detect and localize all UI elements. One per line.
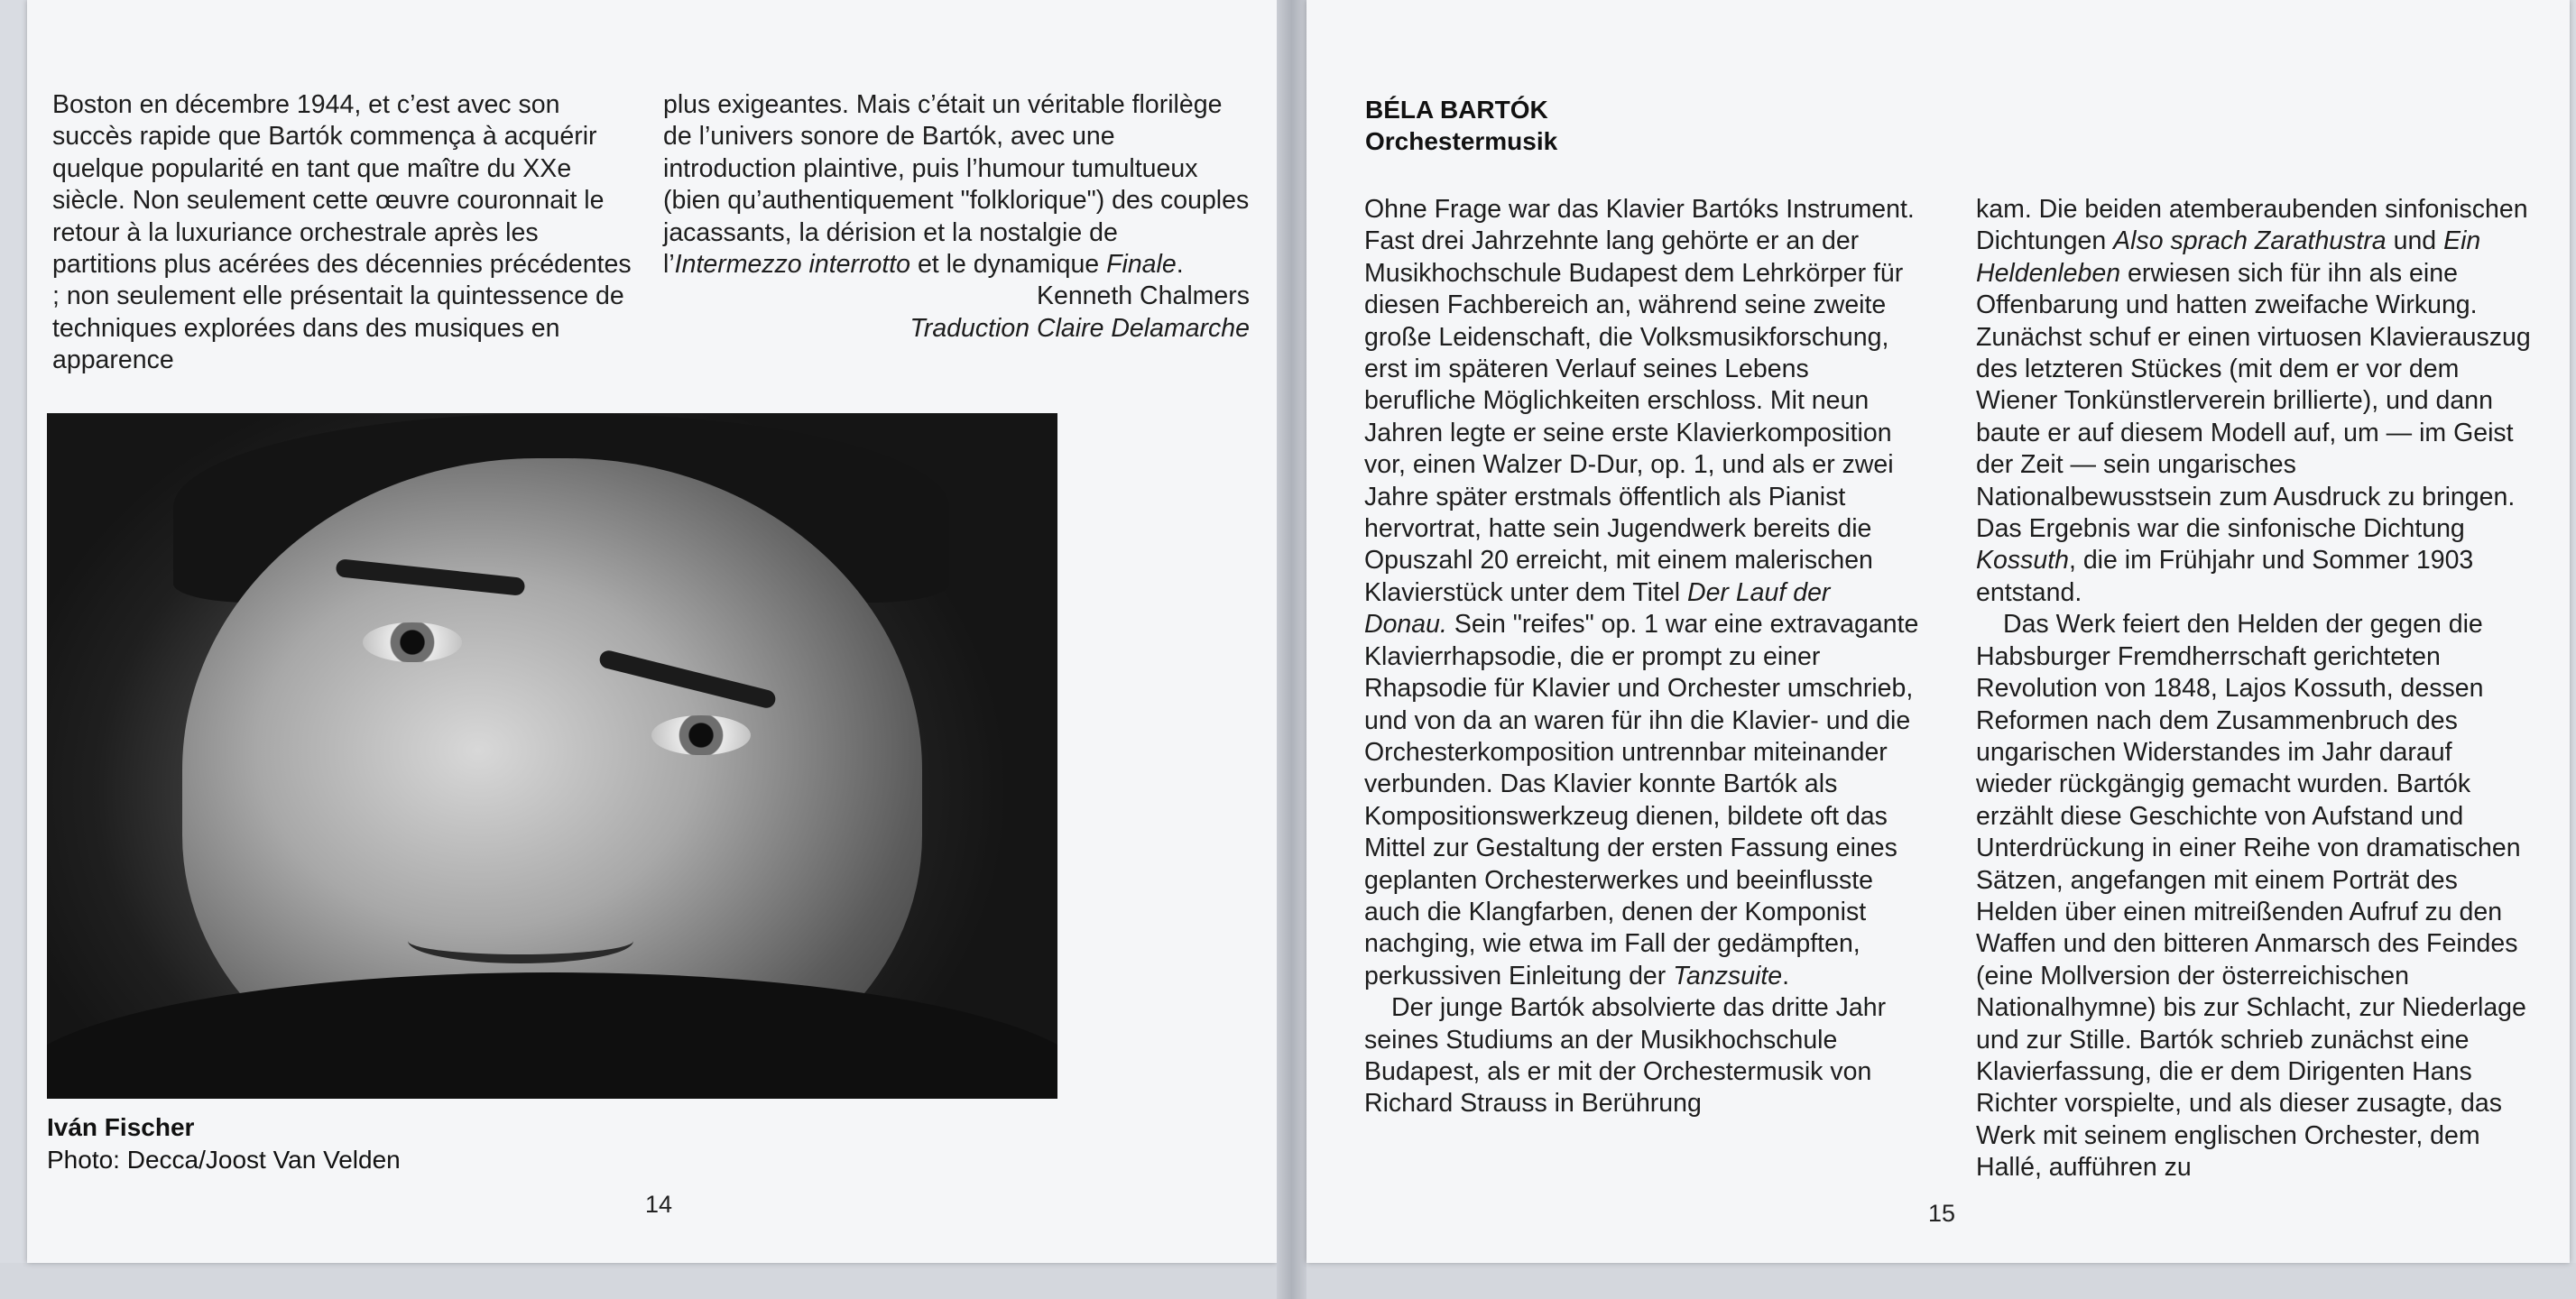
- french-paragraph-1: Boston en décembre 1944, et c’est avec son succès rapide que Bartók commença à acquérir quelque popularité en tant que maître du XXe siècle. Non seulement cette œuvre couronnait le retour à la luxuriance orchestrale après les partitions plus acérées des décennies précédentes ; non seulement elle présentait la quintessence de techniques explorées dans des musiques en apparence: [52, 90, 632, 375]
- german-paragraph-1: [1364, 194, 1920, 992]
- german-paragraph-3: [1976, 194, 2532, 609]
- italic-title: Ein Heldenleben: [1976, 226, 2481, 288]
- italic-title: Tanzsuite: [1673, 961, 1783, 990]
- page-number-right: 15: [1928, 1200, 1956, 1227]
- caption-credit: Photo: Decca/Joost Van Velden: [47, 1146, 401, 1174]
- italic-title: Intermezzo interrotto: [674, 250, 911, 280]
- heading-composer: BÉLA BARTÓK: [1365, 96, 1548, 124]
- photo-shoulder: [47, 972, 1057, 1099]
- translator-name: Traduction Claire Delamarche: [909, 313, 1250, 343]
- text-run: plus exigeantes. Mais c’était un véritable florilège de l’univers sonore de Bartók, avec une introduction plaintive, puis l’humour tumultueux (bien qu’authentiquement "folklorique") des couples jacassants, la dérision et la nostalgie de l’: [663, 90, 1250, 280]
- caption-name: Iván Fischer: [47, 1113, 195, 1141]
- french-text-column-1: [52, 89, 639, 377]
- author-credit: Kenneth Chalmers: [1036, 281, 1250, 311]
- photo-mouth: [408, 918, 633, 963]
- heading-subtitle: Orchestermusik: [1365, 127, 1558, 155]
- text-run: Sein "reifes" op. 1 war eine extravagante Klavierrhapsodie, die er prompt zu einer Rhapsodie für Klavier und Orchester umschrieb, und von da an waren für ihn die Klavier- und die Orchesterkomposition untrennbar miteinander verbunden. Das Klavier konnte Bartók als Kompositionswerkzeug dienen, bildete oft das Mittel zur Gestaltung der ersten Fassung eines geplanten Orchesterwerkes und beeinflusste auch die Klangfarben, denen der Komponist nachging, wie etwa im Fall der gedämpften, perkussiven Einleitung der: [1364, 610, 1919, 990]
- section-heading: [1365, 94, 1557, 157]
- text-run: Ohne Frage war das Klavier Bartóks Instrument. Fast drei Jahrzehnte lang gehörte er an der Musikhochschule Budapest dem Lehrkörper für diesen Fachbereich an, während seine zweite große Leidenschaft, die Volksmusikforschung, erst im späteren Verlauf seines Lebens berufliche Möglichkeiten erschloss. Mit neun Jahren legte er seine erste Klavierkomposition vor, einen Walzer D-Dur, op. 1, und als er zwei Jahre später erstmals öffentlich als Pianist hervortrat, hatte sein Jugendwerk bereits die Opuszahl 20 erreicht, mit einem malerischen Klavierstück unter dem Titel: [1364, 195, 1915, 607]
- italic-title: Also sprach Zarathustra: [2113, 226, 2387, 256]
- text-run: , die im Frühjahr und Sommer 1903 entstand.: [1976, 546, 2474, 607]
- translator-credit: [663, 313, 1250, 345]
- french-text-column-2: [663, 89, 1250, 345]
- italic-title: Kossuth: [1976, 546, 2069, 576]
- photo-caption: [47, 1111, 401, 1176]
- text-run: .: [1782, 961, 1790, 990]
- photo-eye-right: [651, 715, 751, 755]
- photo-eye-left: [363, 622, 462, 662]
- text-run: et le dynamique: [910, 250, 1107, 280]
- text-run: kam. Die beiden atemberaubenden sinfonischen Dichtungen: [1976, 195, 2528, 256]
- portrait-photo: [47, 413, 1057, 1099]
- german-paragraph-2: Der junge Bartók absolvierte das dritte Jahr seines Studiums an der Musikhochschule Budapest, als er mit der Orchestermusik von Richard Strauss in Berührung: [1364, 993, 1887, 1119]
- german-paragraph-4: Das Werk feiert den Helden der gegen die Habsburger Fremdherrschaft gerichteten Revolution von 1848, Lajos Kossuth, dessen Reformen nach dem Zusammenbruch des ungarischen Widerstandes im Jahr darauf wieder rückgängig gemacht wurden. Bartók erzählt diese Geschichte von Aufstand und Unterdrückung in einer Reihe von dramatischen Sätzen, angefangen mit einem Porträt des Helden über einen mitreißenden Aufruf zu den Waffen und den bitteren Anmarsch des Feindes (eine Mollversion der österreichischen Nationalhymne) bis zur Schlacht, zur Niederlage und zur Stille. Bartók schrieb zunächst eine Klavierfassung, die er dem Dirigenten Hans Richter vorspielte, und als dieser zusagte, das Werk mit seinem englischen Orchester, dem Hallé, aufführen zu: [1976, 610, 2526, 1183]
- italic-title: Der Lauf der Donau.: [1364, 577, 1831, 640]
- german-text-column-1: [1364, 194, 1920, 1120]
- italic-title: Finale: [1106, 250, 1177, 280]
- booklet-gutter: [1277, 0, 1306, 1299]
- text-run: und: [2386, 226, 2444, 256]
- german-text-column-2: [1976, 194, 2532, 1184]
- text-run: .: [1176, 250, 1184, 280]
- text-run: erwiesen sich für ihn als eine Offenbarung und hatten zweifache Wirkung. Zunächst schuf er einen virtuosen Klavierauszug des letzteren Stückes (mit dem er vor dem Wiener Tonkünstlerverein brillierte), und dann baute er auf diesem Modell auf, um — im Geist der Zeit — sein ungarisches Nationalbewusstsein zum Ausdruck zu bringen. Das Ergebnis war die sinfonische Dichtung: [1976, 258, 2531, 544]
- french-paragraph-2: [663, 89, 1250, 281]
- page-number-left: 14: [645, 1191, 673, 1218]
